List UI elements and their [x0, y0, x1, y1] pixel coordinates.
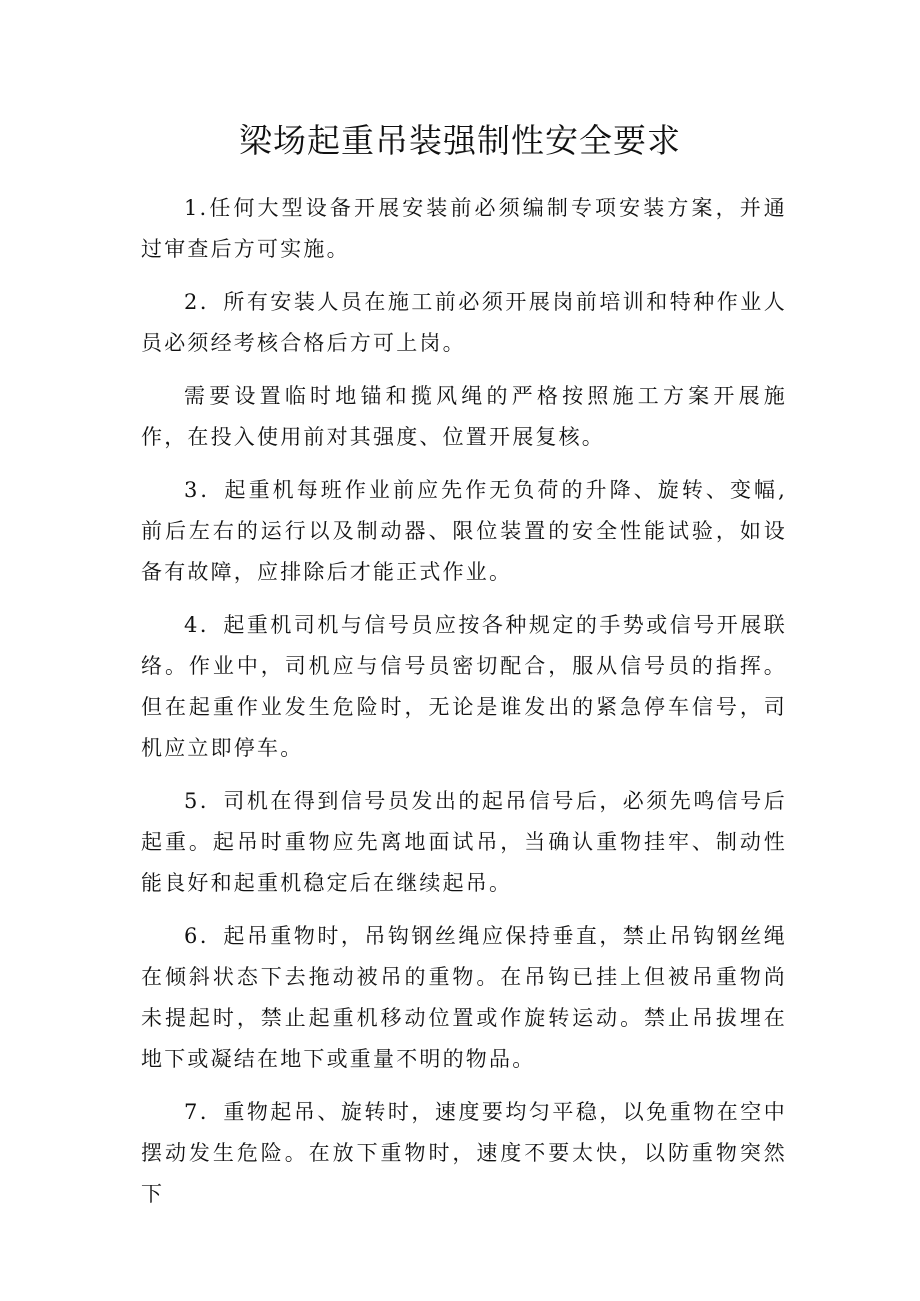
- document-title: 梁场起重吊装强制性安全要求: [239, 121, 681, 160]
- paragraph-3: 3．起重机每班作业前应先作无负荷的升降、旋转、变幅,前后左右的运行以及制动器、限位装置的安全性能试验，如设备有故障，应排除后才能正式作业。: [141, 478, 787, 584]
- paragraph-4: 4．起重机司机与信号员应按各种规定的手势或信号开展联络。作业中，司机应与信号员密切配合，服从信号员的指挥。但在起重作业发生危险时，无论是谁发出的紧急停车信号，司机应立即停车。: [141, 613, 787, 760]
- paragraph-7: 7．重物起吊、旋转时，速度要均匀平稳，以免重物在空中摆动发生危险。在放下重物时，速度不要太快，以防重物突然下: [141, 1100, 787, 1206]
- paragraph-6: 6．起吊重物时，吊钩钢丝绳应保持垂直，禁止吊钩钢丝绳在倾斜状态下去拖动被吊的重物。在吊钩已挂上但被吊重物尚未提起时，禁止起重机移动位置或作旋转运动。禁止吊拔埋在地下或凝结在地下或重量不明的物品。: [141, 924, 787, 1071]
- document-body: [141, 188, 787, 1227]
- paragraph-2: 2．所有安装人员在施工前必须开展岗前培训和特种作业人员必须经考核合格后方可上岗。: [141, 290, 787, 355]
- paragraph-5: 5．司机在得到信号员发出的起吊信号后，必须先鸣信号后起重。起吊时重物应先离地面试吊，当确认重物挂牢、制动性能良好和起重机稳定后在继续起吊。: [141, 789, 787, 895]
- paragraph-1: 1.任何大型设备开展安装前必须编制专项安装方案，并通过审查后方可实施。: [141, 196, 787, 261]
- paragraph-anchor-note: 需要设置临时地锚和揽风绳的严格按照施工方案开展施作，在投入使用前对其强度、位置开展复核。: [141, 384, 787, 449]
